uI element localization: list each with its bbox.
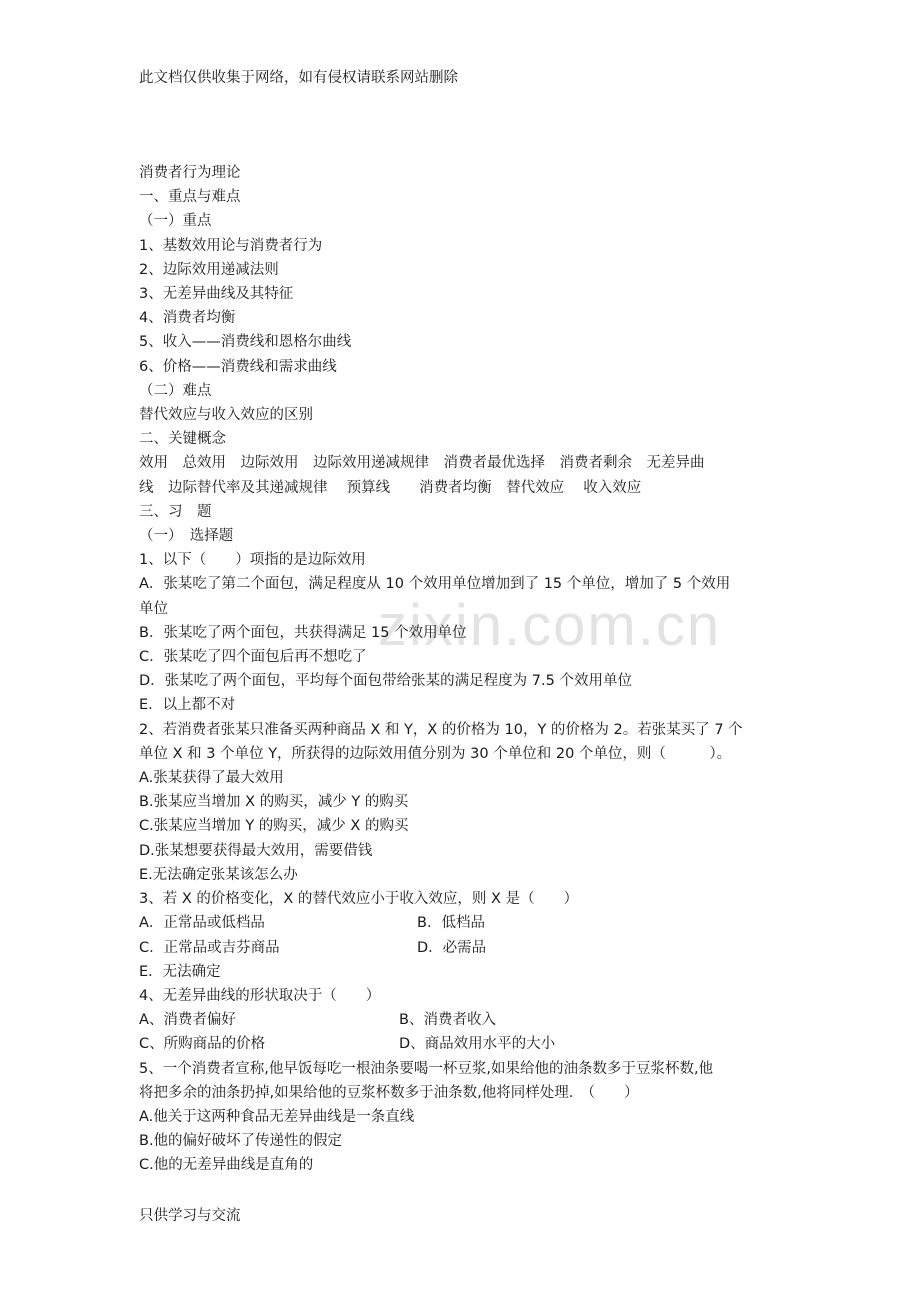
page-header: 此文档仅供收集于网络，如有侵权请联系网站删除 [139,70,458,86]
concepts-line: 线 边际替代率及其递减规律 预算线 消费者均衡 替代效应 收入效应 [139,479,642,496]
question-option: C、所购商品的价格 [139,1036,266,1053]
concepts-line: 效用 总效用 边际效用 边际效用递减规律 消费者最优选择 消费者剩余 无差异曲 [139,455,705,472]
subsection-heading: （一）重点 [139,213,212,230]
page-footer: 只供学习与交流 [139,1208,241,1224]
question-stem: 1、以下（ ）项指的是边际效用 [139,552,366,569]
question-option: B、消费者收入 [399,1012,496,1029]
question-option: D.张某想要获得最大效用，需要借钱 [139,842,373,859]
question-option: A．正常品或低档品 [139,915,265,932]
question-option: D．必需品 [417,939,487,956]
question-option: B.他的偏好破坏了传递性的假定 [139,1133,343,1150]
paragraph: 替代效应与收入效应的区别 [139,407,313,424]
question-option: A.张某获得了最大效用 [139,770,284,787]
list-item: 1、基数效用论与消费者行为 [139,237,323,254]
list-item: 5、收入——消费线和恩格尔曲线 [139,334,352,351]
question-option: E．以上都不对 [139,697,236,714]
option-row [139,1032,784,1056]
document-body [139,161,784,1178]
question-stem: 5、一个消费者宣称,他早饭每吃一根油条要喝一杯豆浆,如果给他的油条数多于豆浆杯数,他 [139,1060,714,1077]
list-item: 4、消费者均衡 [139,310,236,327]
subsection-heading: （一） 选择题 [139,528,234,545]
question-option: E．无法确定 [139,963,221,980]
question-option: C．正常品或吉芬商品 [139,939,280,956]
question-option: B．张某吃了两个面包，共获得满足 15 个效用单位 [139,624,467,641]
subsection-heading: （二）难点 [139,382,212,399]
question-option: D．张某吃了两个面包，平均每个面包带给张某的满足程度为 7.5 个效用单位 [139,673,632,690]
section-heading: 一、重点与难点 [139,189,241,206]
question-option: C．张某吃了四个面包后再不想吃了 [139,649,367,666]
question-option: A.他关于这两种食品无差异曲线是一条直线 [139,1108,415,1125]
question-stem: 将把多余的油条扔掉,如果给他的豆浆杯数多于油条数,他将同样处理. （ ） [139,1084,639,1101]
question-option: D、商品效用水平的大小 [399,1036,556,1053]
question-stem: 4、无差异曲线的形状取决于（ ） [139,987,381,1004]
question-option: A．张某吃了第二个面包，满足程度从 10 个效用单位增加到了 15 个单位，增加了 5 个效用 [139,576,731,593]
question-stem: 单位 X 和 3 个单位 Y，所获得的边际效用值分别为 30 个单位和 20 个单位，则（ ）。 [139,745,732,762]
option-row [139,936,784,960]
question-option: C.他的无差异曲线是直角的 [139,1157,314,1174]
question-option: B．低档品 [417,915,485,932]
question-option: C.张某应当增加 Y 的购买，减少 X 的购买 [139,818,409,835]
question-option: B.张某应当增加 X 的购买，减少 Y 的购买 [139,794,409,811]
list-item: 2、边际效用递减法则 [139,261,279,278]
section-heading: 三、习 题 [139,503,212,520]
question-option: E.无法确定张某该怎么办 [139,866,298,883]
question-option: 单位 [139,600,168,617]
question-stem: 2、若消费者张某只准备买两种商品 X 和 Y，X 的价格为 10，Y 的价格为 2。若张某买了 7 个 [139,721,743,738]
question-stem: 3、若 X 的价格变化，X 的替代效应小于收入效应，则 X 是（ ） [139,891,579,908]
doc-title: 消费者行为理论 [139,165,241,181]
question-option: A、消费者偏好 [139,1012,236,1029]
section-heading: 二、关键概念 [139,431,226,448]
watermark: zixin.com.cn [378,593,722,658]
list-item: 3、无差异曲线及其特征 [139,286,294,303]
list-item: 6、价格——消费线和需求曲线 [139,358,337,375]
option-row [139,1008,784,1032]
option-row [139,911,784,935]
